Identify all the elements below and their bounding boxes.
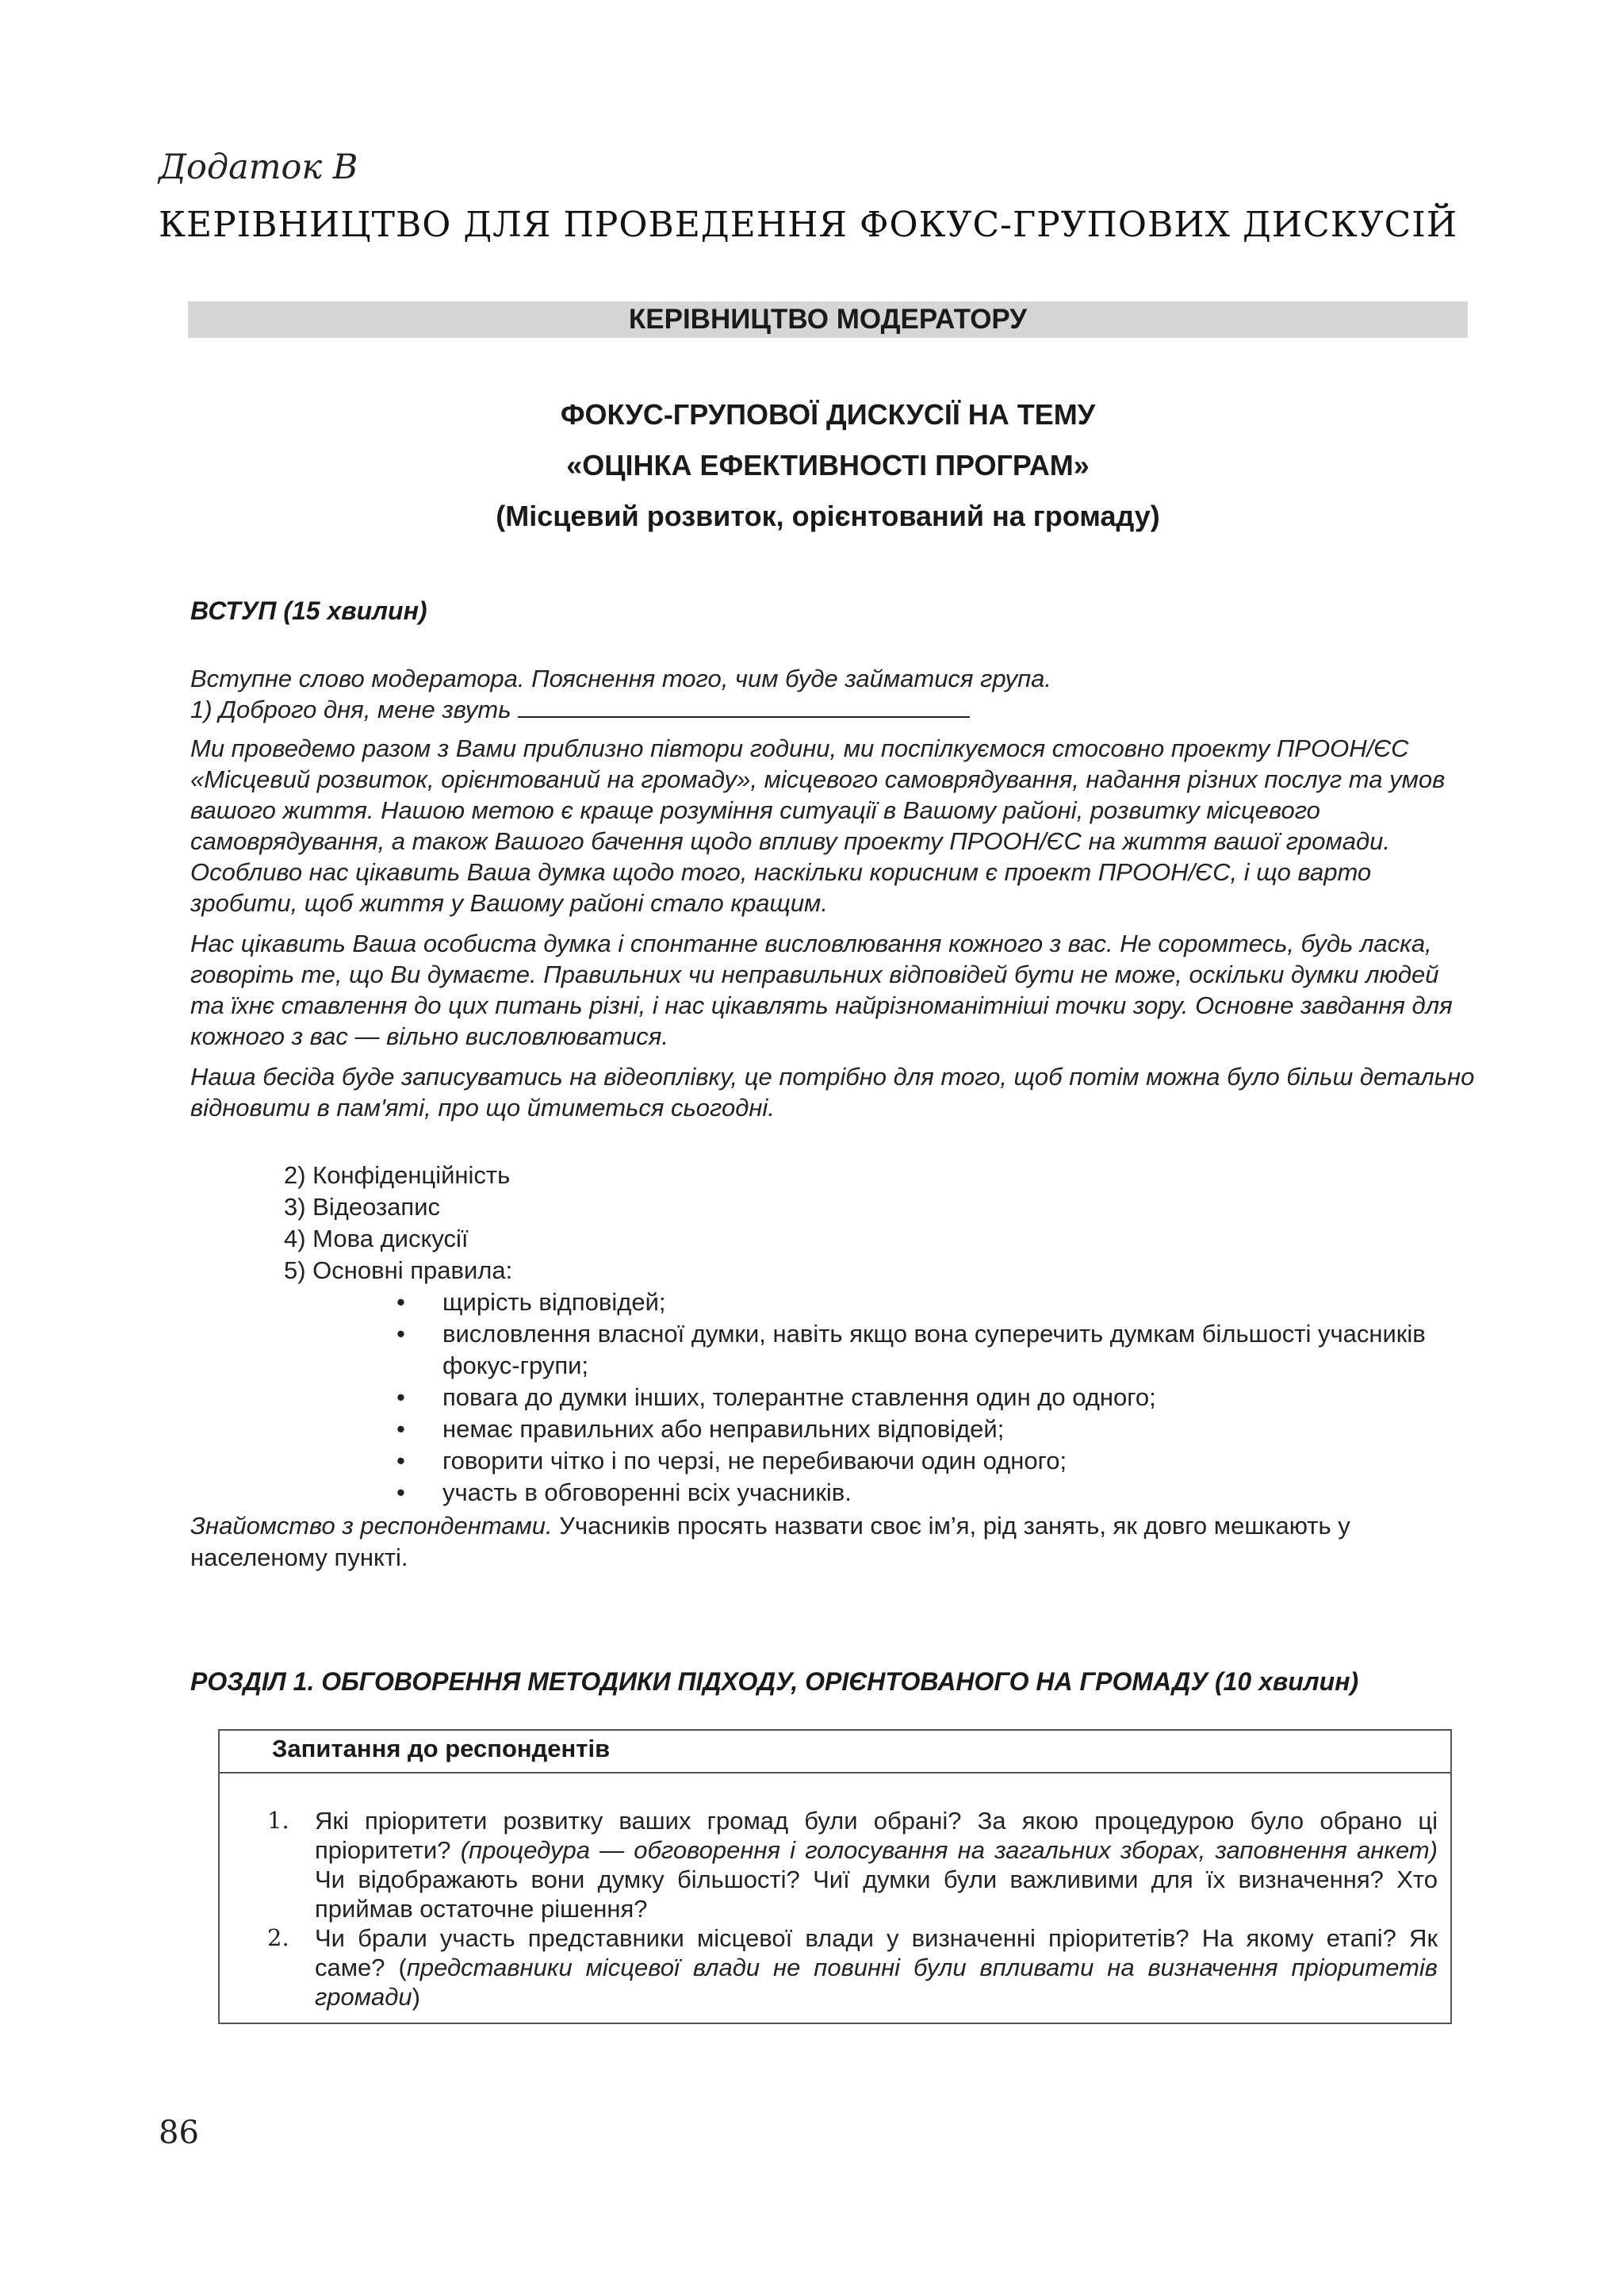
moderator-banner-text: КЕРІВНИЦТВО МОДЕРАТОРУ — [628, 304, 1028, 335]
question-note: представники місцевої влади не повинні були впливати на визначення пріоритетів громади — [315, 1954, 1438, 2011]
question-text: Чи брали участь представники місцевої влади у визначенні пріоритетів? На якому етапі? Як саме? ( — [315, 1924, 1438, 1981]
name-blank — [518, 696, 970, 718]
question-item — [267, 1806, 1438, 1923]
discussion-title-line1: ФОКУС-ГРУПОВОЇ ДИСКУСІЇ НА ТЕМУ — [560, 398, 1096, 431]
intro-heading: ВСТУП (15 хвилин) — [190, 596, 427, 625]
numbered-list — [284, 1160, 512, 1287]
section1-heading: РОЗДІЛ 1. ОБГОВОРЕННЯ МЕТОДИКИ ПІДХОДУ, ОРІЄНТОВАНОГО НА ГРОМАДУ (10 хвилин) — [190, 1667, 1359, 1696]
numbered-item: 4) Мова дискусії — [284, 1225, 469, 1252]
discussion-title-line2: «ОЦІНКА ЕФЕКТИВНОСТІ ПРОГРАМ» — [566, 449, 1090, 481]
numbered-item: 2) Конфіденційність — [284, 1161, 511, 1189]
question-item — [267, 1923, 1438, 2011]
acquaintance-lead: Знайомство з респондентами. — [190, 1512, 553, 1540]
rule-item: • немає правильних або неправильних відповідей; — [396, 1413, 1427, 1445]
rule-item: • щирість відповідей; — [396, 1287, 1427, 1318]
question-note: (процедура — обговорення і голосування на загальних зборах, заповнення анкет) — [460, 1836, 1438, 1864]
acquaintance-rest: Учасників просять назвати своє ім’я, рід занять, як довго мешкають у населеному пункті. — [190, 1512, 1350, 1571]
discussion-title-line3: (Місцевий розвиток, орієнтований на громаду) — [496, 500, 1160, 532]
page-number: 86 — [159, 2115, 199, 2151]
intro-line1: Вступне слово модератора. Пояснення того, чим буде займатися група. — [190, 665, 1052, 692]
question-text: ) — [412, 1983, 420, 2011]
rule-item: • участь в обговоренні всіх учасників. — [396, 1477, 1427, 1509]
moderator-banner — [188, 301, 1468, 338]
question-number: 2. — [267, 1924, 289, 1951]
rule-item: • висловлення власної думки, навіть якщо вона суперечить думкам більшості учасників фокус-групи; — [396, 1318, 1427, 1382]
numbered-item: 5) Основні правила: — [284, 1256, 513, 1284]
rule-item: • говорити чітко і по черзі, не перебиваючи один одного; — [396, 1445, 1427, 1477]
question-text: Які пріоритети розвитку ваших громад були обрані? За якою процедурою було обрано ці пріоритети? — [315, 1807, 1438, 1864]
rule-item: • повага до думки інших, толерантне ставлення один до одного; — [396, 1382, 1427, 1413]
rules-list — [396, 1287, 1427, 1509]
intro-text — [190, 663, 1475, 1133]
questions-box-header: Запитання до респондентів — [220, 1731, 1450, 1774]
question-number: 1. — [267, 1807, 289, 1834]
intro-paragraph-2: Нас цікавить Ваша особиста думка і спонтанне висловлювання кожного з вас. Не соромтесь, будь ласка, говоріть те, що Ви думаєте. Правильних чи неправильних відповідей бути не може, оскільки думки людей та їхнє ставлення до цих питань різні, і нас цікавлять найрізноманітніші точки зору. Основне завдання для кожного з вас — вільно висловлюватися. — [190, 930, 1453, 1050]
intro-paragraph-3: Наша бесіда буде записуватись на відеоплівку, це потрібно для того, щоб потім можна було більш детально відновити в пам'яті, про що йтиметься сьогодні. — [190, 1063, 1475, 1122]
intro-line2: 1) Доброго дня, мене звуть — [190, 696, 511, 723]
appendix-title: КЕРІВНИЦТВО ДЛЯ ПРОВЕДЕННЯ ФОКУС-ГРУПОВИХ ДИСКУСІЙ — [159, 205, 1458, 245]
intro-greeting-row — [190, 694, 1475, 725]
numbered-item: 3) Відеозапис — [284, 1193, 441, 1221]
question-text: Чи відображають вони думку більшості? Чиї думки були важливими для їх визначення? Хто приймав остаточне рішення? — [315, 1866, 1438, 1923]
acquaintance-text — [190, 1510, 1475, 1574]
questions-list — [267, 1806, 1438, 2011]
intro-paragraph-1: Ми проведемо разом з Вами приблизно півтори години, ми поспілкуємося стосовно проекту ПРООН/ЄС «Місцевий розвиток, орієнтований на громаду», місцевого самоврядування, надання різних послуг та умов вашого життя. Нашою метою є краще розуміння ситуації в Вашому районі, розвитку місцевого самоврядування, а також Вашого бачення щодо впливу проекту ПРООН/ЄС на життя вашої громади. Особливо нас цікавить Ваша думка щодо того, наскільки корисним є проект ПРООН/ЄС, і що варто зробити, щоб життя у Вашому районі стало кращим. — [190, 734, 1446, 917]
questions-box — [218, 1729, 1452, 2024]
appendix-label: Додаток В — [159, 148, 358, 187]
